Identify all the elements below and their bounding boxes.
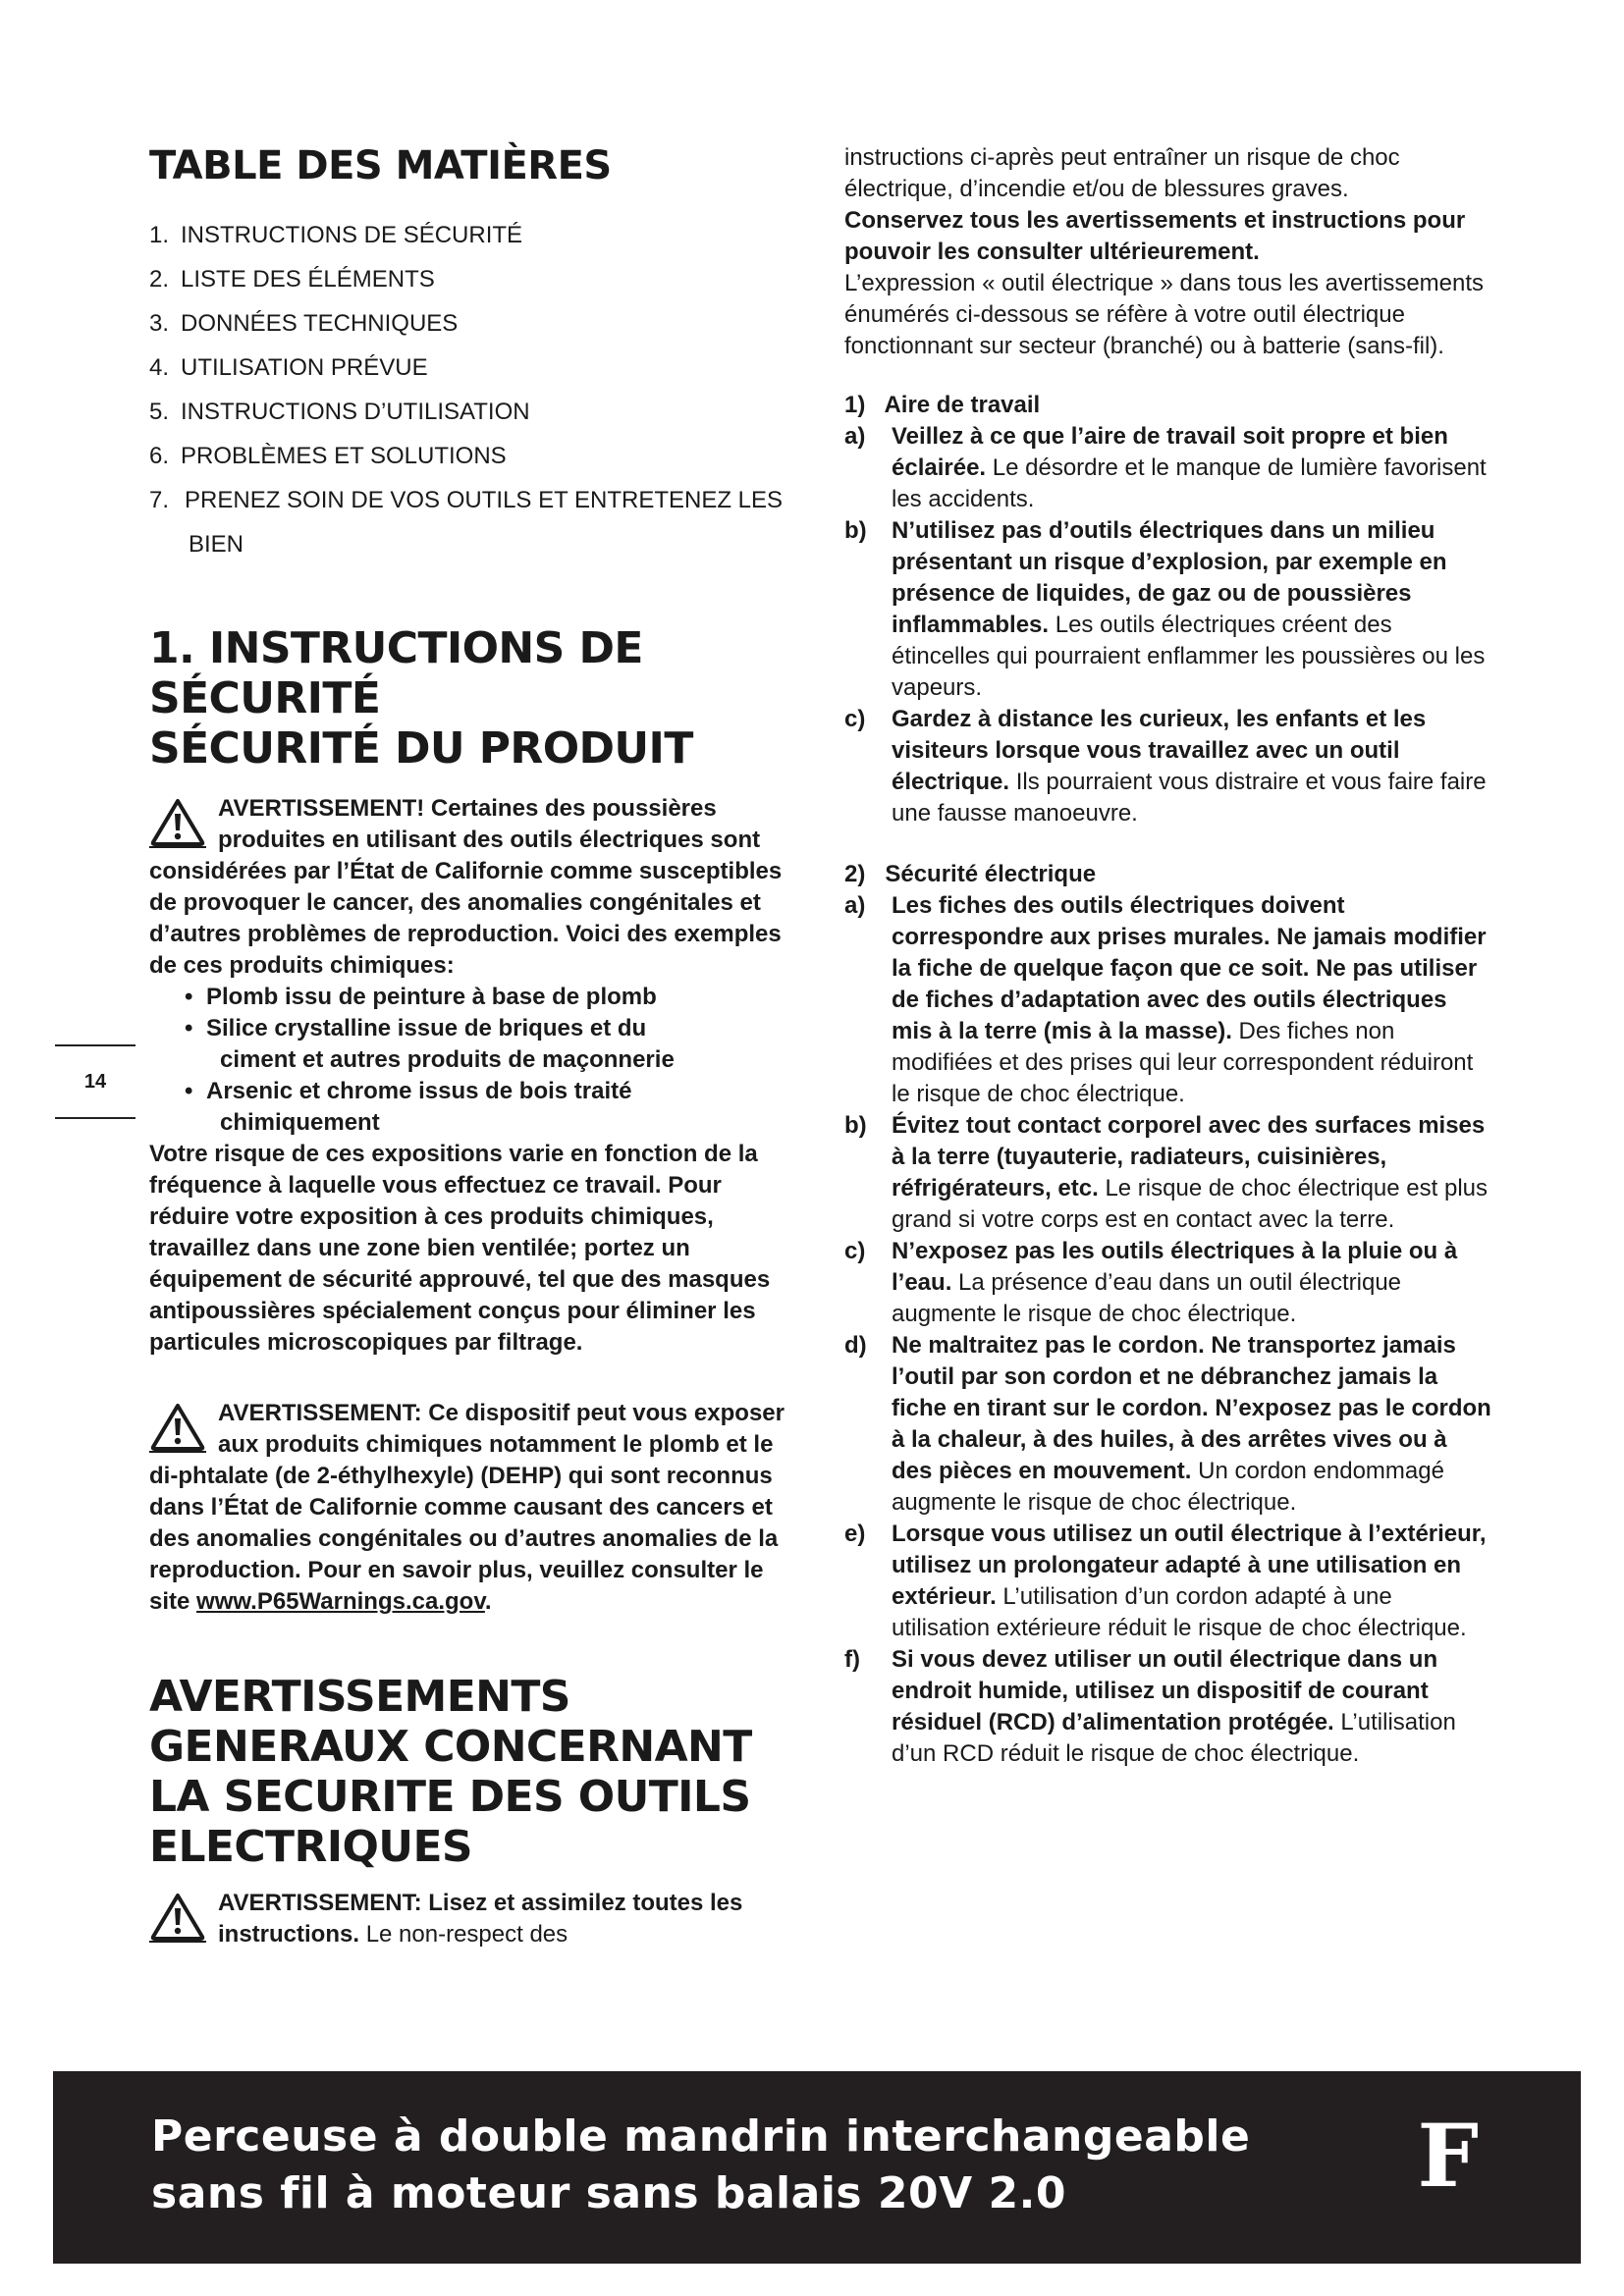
safety-item: e) Lorsque vous utilisez un outil électrique à l’extérieur, utilisez un prolongateur adapté à une utilisation en extérieur. L’utilisation d’un cordon adapté à une utilisation extérieure réduit le risque de choc électrique. (844, 1521, 1487, 1641)
product-title: Perceuse à double mandrin interchangeable sans fil à moteur sans balais 20V 2.0 (151, 2111, 1251, 2218)
intro-continuation: instructions ci-après peut entraîner un risque de choc électrique, d’incendie et/ou de blessures graves. (844, 144, 1400, 202)
p65-warnings-link[interactable]: www.P65Warnings.ca.gov (196, 1588, 485, 1615)
left-column (149, 142, 797, 1950)
electrical-safety-heading: 2) Sécurité électrique (844, 861, 1097, 887)
work-area-heading: 1) Aire de travail (844, 392, 1041, 418)
warning-triangle-icon (149, 1402, 206, 1453)
toc-list (149, 213, 797, 566)
toc-item[interactable]: 5. INSTRUCTIONS D’UTILISATION (149, 399, 530, 425)
chemical-bullet: • Plomb issu de peinture à base de plomb (185, 984, 657, 1010)
chemical-bullet: • Arsenic et chrome issus de bois traité chimiquement (185, 1078, 632, 1136)
toc-item[interactable]: 3. DONNÉES TECHNIQUES (149, 310, 459, 337)
section-title: 1. INSTRUCTIONS DE SÉCURITÉ SÉCURITÉ DU PRODUIT (149, 623, 693, 774)
expression-definition: L’expression « outil électrique » dans tous les avertissements énumérés ci-dessous se réfère à votre outil électrique fonctionnant sur secteur (branché) ou à batterie (sans-fil). (844, 270, 1485, 359)
california-warning (149, 793, 797, 1359)
toc-item[interactable]: 2. LISTE DES ÉLÉMENTS (149, 266, 435, 293)
read-instructions-warning: AVERTISSEMENT: Lisez et assimilez toutes les instructions. Le non-respect des (149, 1888, 797, 1950)
warning-triangle-icon (149, 797, 206, 848)
page-number: 14 (55, 1044, 135, 1119)
warning-intro: AVERTISSEMENT! Certaines des poussières produites en utilisant des outils électriques sont considérées par l’État de Californie comme susceptibles de provoquer le cancer, des anomalies congénitales et d’autres problèmes de reproduction. Voici des exemples de ces produits chimiques: (149, 795, 783, 979)
keep-instructions-note: Conservez tous les avertissements et instructions pour pouvoir les consulter ultérieurement. (844, 207, 1466, 265)
safety-item: c) N’exposez pas les outils électriques à la pluie ou à l’eau. La présence d’eau dans un outil électrique augmente le risque de choc électrique. (844, 1238, 1458, 1327)
safety-item: c) Gardez à distance les curieux, les enfants et les visiteurs lorsque vous travaillez avec un outil électrique. Ils pourraient vous distraire et vous faire faire une fausse manoeuvre. (844, 706, 1487, 827)
safety-item: a) Veillez à ce que l’aire de travail soit propre et bien éclairée. Le désordre et le manque de lumière favorisent les accidents. (844, 423, 1487, 512)
language-code: F (1417, 2105, 1479, 2207)
safety-item: f) Si vous devez utiliser un outil électrique dans un endroit humide, utilisez un dispositif de courant résiduel (RCD) d’alimentation protégée. L’utilisation d’un RCD réduit le risque de choc électrique. (844, 1646, 1456, 1767)
general-warnings-section (149, 1672, 797, 1950)
warning-outro: Votre risque de ces expositions varie en fonction de la fréquence à laquelle vous effectuez ce travail. Pour réduire votre exposition à ces produits chimiques, travaillez dans une zone bien ventilée; portez un équipement de sécurité approuvé, tel que des masques antipoussières spécialement conçus pour éliminer les particules microscopiques par filtrage. (149, 1141, 771, 1356)
safety-item: b) Évitez tout contact corporel avec des surfaces mises à la terre (tuyauterie, radiateurs, cuisinières, réfrigérateurs, etc. Le risque de choc électrique est plus grand si votre corps est en contact avec la terre. (844, 1112, 1489, 1233)
safety-item: a) Les fiches des outils électriques doivent correspondre aux prises murales. Ne jamais modifier la fiche de quelque façon que ce soit. Ne pas utiliser de fiches d’adaptation avec des outils électriques mis à la terre (mis à la masse). Des fiches non modifiées et des prises qui leur correspondent réduiront le risque de choc électrique. (844, 892, 1487, 1107)
prop65-warning: AVERTISSEMENT: Ce dispositif peut vous exposer aux produits chimiques notamment le plomb et le di-phtalate (de 2-éthylhexyle) (DEHP) qui sont reconnus dans l’État de Californie comme causant des cancers et des anomalies congénitales ou d’autres anomalies de la reproduction. Pour en savoir plus, veuillez consulter le site www.P65Warnings.ca.gov. (149, 1400, 785, 1615)
safety-section (149, 623, 797, 1618)
safety-item: b) N’utilisez pas d’outils électriques dans un milieu présentant un risque d’explosion, par exemple en présence de liquides, de gaz ou de poussières inflammables. Les outils électriques créent des étincelles qui pourraient enflammer les poussières ou les vapeurs. (844, 517, 1486, 701)
right-column (844, 142, 1492, 1770)
toc-title: TABLE DES MATIÈRES (149, 143, 612, 188)
section-title: AVERTISSEMENTS GENERAUX CONCERNANT LA SECURITE DES OUTILS ELECTRIQUES (149, 1672, 752, 1872)
chemical-bullet: • Silice crystalline issue de briques et du ciment et autres produits de maçonnerie (185, 1015, 675, 1073)
toc-item[interactable]: 4. UTILISATION PRÉVUE (149, 354, 428, 381)
warning-triangle-icon (149, 1892, 206, 1943)
footer-banner (53, 2071, 1581, 2264)
toc-item[interactable]: 1. INSTRUCTIONS DE SÉCURITÉ (149, 222, 523, 248)
toc-item[interactable]: 6. PROBLÈMES ET SOLUTIONS (149, 443, 507, 469)
safety-item: d) Ne maltraitez pas le cordon. Ne transportez jamais l’outil par son cordon et ne débranchez jamais la fiche en tirant sur le cordon. N’exposez pas le cordon à la chaleur, à des huiles, à des arrêtes vives ou à des pièces en mouvement. Un cordon endommagé augmente le risque de choc électrique. (844, 1332, 1491, 1516)
toc-item[interactable]: 7. PRENEZ SOIN DE VOS OUTILS ET ENTRETENEZ LES BIEN (149, 487, 784, 558)
